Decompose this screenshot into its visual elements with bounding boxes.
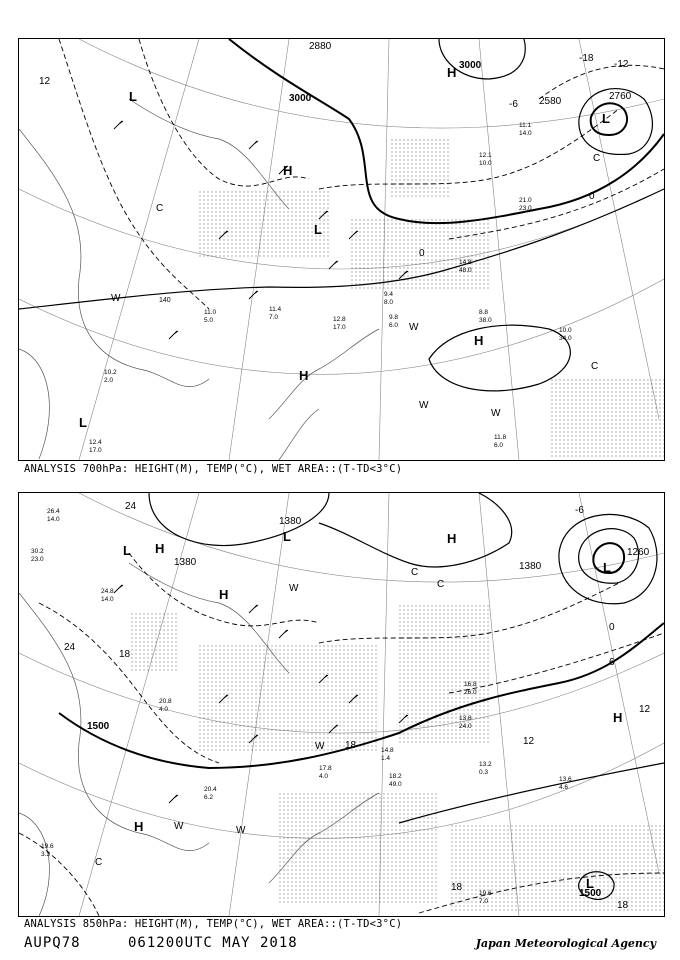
svg-text:48.0: 48.0 [459,267,472,274]
station-plot [319,765,332,780]
warm-center: W [289,583,299,594]
map-panel-700hpa [18,38,665,461]
cold-center: C [411,567,419,578]
isotherm-label: 24 [64,642,76,653]
station-plot [333,316,346,331]
station-plot [89,439,102,454]
chart-id: AUPQ78 [24,935,81,951]
svg-text:8.0: 8.0 [384,299,394,306]
svg-text:14.0: 14.0 [519,130,532,137]
svg-text:26.0: 26.0 [464,689,477,696]
isotherm-label: 12 [523,736,535,747]
map-panel-850hpa [18,492,665,917]
contour-label: 1260 [627,547,650,558]
station-plot [204,786,217,801]
svg-text:26.4: 26.4 [47,508,60,515]
svg-text:13.6: 13.6 [559,776,572,783]
contour-label: 1500 [579,888,602,899]
valid-time: 061200UTC MAY 2018 [128,935,298,951]
coastlines [19,99,379,460]
contour-label: 2580 [539,96,562,107]
svg-text:1.4: 1.4 [381,755,391,762]
svg-text:23.0: 23.0 [31,556,44,563]
wet-area-shading [129,603,664,913]
svg-text:8.8: 8.8 [479,309,489,316]
svg-text:21.0: 21.0 [519,197,532,204]
svg-text:17.0: 17.0 [89,447,102,454]
svg-text:14.8: 14.8 [381,747,394,754]
station-plot [47,508,60,523]
station-plot [384,291,393,306]
station-plot [31,548,44,563]
svg-text:12.4: 12.4 [89,439,102,446]
svg-text:7.0: 7.0 [269,314,279,321]
contour-label: 2760 [609,91,632,102]
station-plot [459,715,472,730]
contour-label: 1380 [519,561,542,572]
high-center: H [447,531,457,546]
panel-caption-850hpa: ANALYSIS 850hPa: HEIGHT(M), TEMP(°C), WET AREA::(T-TD<3°C) [24,918,403,930]
isotherm-label: 24 [125,501,137,512]
svg-text:16.8: 16.8 [464,681,477,688]
station-plot [459,259,472,274]
svg-text:5.0: 5.0 [204,317,214,324]
svg-text:9.8: 9.8 [389,314,399,321]
svg-text:0.3: 0.3 [479,769,489,776]
high-center: H [134,819,144,834]
high-center: H [299,368,309,383]
svg-text:20.4: 20.4 [204,786,217,793]
svg-text:18.2: 18.2 [389,773,402,780]
isotherm-label: 18 [617,900,629,911]
high-center: H [447,65,457,80]
svg-text:14.0: 14.0 [47,516,60,523]
svg-text:3.3: 3.3 [41,851,51,858]
isotherm-label: 18 [119,649,131,660]
cold-center: C [591,361,599,372]
warm-center: W [315,741,325,752]
svg-text:24.8: 24.8 [101,588,114,595]
svg-text:7.0: 7.0 [479,898,489,905]
svg-text:23.0: 23.0 [519,205,532,212]
contour-label: 1500 [87,721,110,732]
low-center: L [586,876,594,891]
warm-center: W [174,821,184,832]
isotherm-label: -6 [509,99,518,110]
svg-text:4.0: 4.0 [159,706,169,713]
svg-text:11.4: 11.4 [269,306,282,313]
station-plot [494,434,507,449]
wet-area-shading [199,139,664,459]
svg-text:2.0: 2.0 [104,377,114,384]
svg-text:49.0: 49.0 [389,781,402,788]
svg-text:17.0: 17.0 [333,324,346,331]
agency-credit: Japan Meteorological Agency [475,937,656,950]
svg-text:12.1: 12.1 [479,152,492,159]
station-plot [464,681,477,696]
high-center: H [474,333,484,348]
station-plot [479,761,492,776]
svg-text:34.0: 34.0 [559,335,572,342]
svg-text:6.0: 6.0 [494,442,504,449]
svg-text:38.0: 38.0 [479,317,492,324]
svg-text:4.6: 4.6 [559,784,569,791]
svg-text:4.0: 4.0 [319,773,329,780]
isotherm-label: -18 [579,53,594,64]
isotherm-labels [39,53,629,259]
low-center: L [129,89,137,104]
warm-center: W [491,408,501,419]
isotherm-label: -12 [614,59,629,70]
svg-text:14.8: 14.8 [459,259,472,266]
high-center: H [613,710,623,725]
svg-text:10.0: 10.0 [559,327,572,334]
isotherm-label: 18 [345,740,357,751]
isotherm-label: 0 [609,622,615,633]
station-plot [519,122,532,137]
svg-text:19.6: 19.6 [479,890,492,897]
low-center: L [603,560,611,575]
station-plot [269,306,282,321]
isotherm-label: 6 [609,657,615,668]
cold-center: C [593,153,601,164]
station-plot [559,776,572,791]
svg-text:14.0: 14.0 [101,596,114,603]
station-plot [519,197,532,212]
svg-text:13.8: 13.8 [459,715,472,722]
warm-center: W [419,400,429,411]
station-plot [104,369,117,384]
station-plot [381,747,394,762]
contour-label: 3000 [289,93,312,104]
svg-text:10.2: 10.2 [104,369,117,376]
high-center: H [283,163,293,178]
svg-text:13.2: 13.2 [479,761,492,768]
svg-text:11.1: 11.1 [519,122,532,129]
cold-center: C [95,857,103,868]
isotherm-label: 0 [589,191,595,202]
svg-text:6.0: 6.0 [389,322,399,329]
isotherm-label: 12 [39,76,51,87]
svg-text:12.8: 12.8 [333,316,346,323]
low-center: L [602,111,610,126]
svg-text:10.0: 10.0 [479,160,492,167]
station-plot [389,314,398,329]
svg-text:17.8: 17.8 [319,765,332,772]
svg-text:30.2: 30.2 [31,548,44,555]
contour-label: 1380 [279,516,302,527]
cold-center: C [156,203,164,214]
warm-center: W [111,293,121,304]
contour-label: 2880 [309,41,332,52]
svg-text:11.8: 11.8 [494,434,507,441]
warm-center: W [409,322,419,333]
map-700hpa-svg [19,39,664,460]
cold-center: C [437,579,445,590]
station-plot [479,152,492,167]
warm-center: W [236,825,246,836]
station-plot [389,773,402,788]
contour-labels [289,41,632,107]
panel-caption-700hpa: ANALYSIS 700hPa: HEIGHT(M), TEMP(°C), WET AREA::(T-TD<3°C) [24,463,403,475]
svg-text:24.0: 24.0 [459,723,472,730]
meridian-label: 140 [159,297,171,304]
svg-text:6.2: 6.2 [204,794,214,801]
svg-text:20.8: 20.8 [159,698,172,705]
map-850hpa-svg [19,493,664,916]
contour-label: 3000 [459,60,482,71]
isotherm-label: 12 [639,704,651,715]
low-center: L [314,222,322,237]
station-plot [559,327,572,342]
isotherm-label: 0 [419,248,425,259]
station-plot [479,309,492,324]
svg-text:9.4: 9.4 [384,291,394,298]
low-center: L [283,529,291,544]
high-center: H [219,587,229,602]
station-plot [101,588,114,603]
svg-text:11.0: 11.0 [204,309,217,316]
low-center: L [123,543,131,558]
contour-label: 1380 [174,557,197,568]
station-plot [204,309,217,324]
isotherm-label: 18 [451,882,463,893]
svg-text:19.6: 19.6 [41,843,54,850]
isotherm-label: -6 [575,505,584,516]
high-center: H [155,541,165,556]
low-center: L [79,415,87,430]
